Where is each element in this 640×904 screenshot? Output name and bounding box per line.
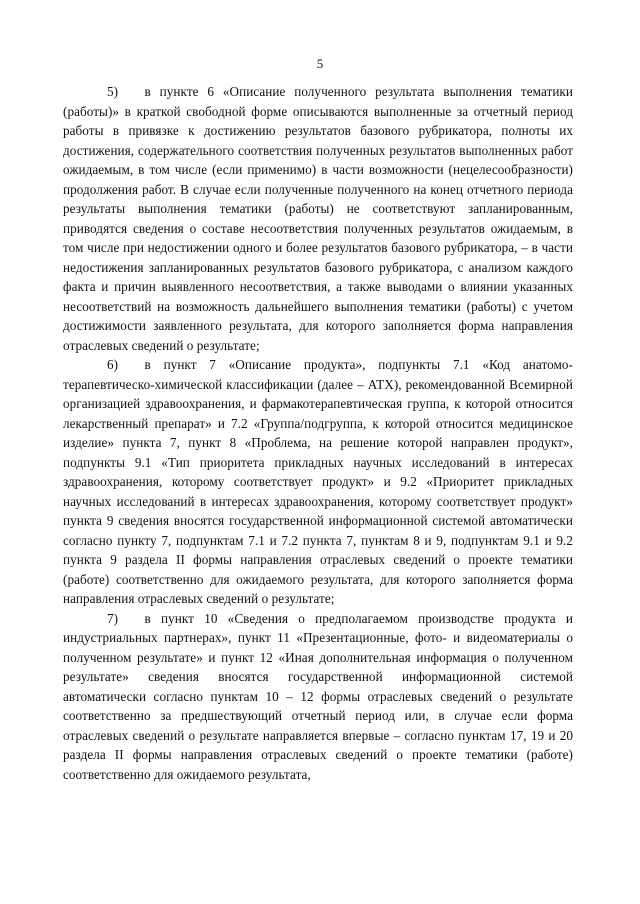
paragraph-item-6: 6) в пункт 7 «Описание продукта», подпункты 7.1 «Код анатомо-терапевтическо-химической классификации (далее – АТХ), рекомендованной Всемирной организацией здравоохранения, и фармакотерапевтическая группа, к которой относится лекарственный препарат» и 7.2 «Группа/подгруппа, к которой относится медицинское изделие» пункта 7, пункт 8 «Проблема, на решение которой направлен продукт», подпункты 9.1 «Тип приоритета прикладных научных исследований в интересах здравоохранения, которому соответствует продукт» и 9.2 «Приоритет прикладных научных исследований в интересах здравоохранения, которому соответствует продукт» пункта 9 сведения вносятся государственной информационной системой автоматически согласно пункту 7, подпунктам 7.1 и 7.2 пункта 7, пунктам 8 и 9, подпунктам 9.1 и 9.2 пункта 9 раздела II формы направления отраслевых сведений о проекте тематики (работе) соответственно для ожидаемого результата, для которого заполняется форма направления отраслевых сведений о результате; xyxy=(63,357,573,606)
document-body xyxy=(63,82,573,784)
page-number: 5 xyxy=(316,56,324,71)
paragraph-item-5: 5) в пункте 6 «Описание полученного результата выполнения тематики (работы)» в краткой свободной форме описываются выполненные за отчетный период работы в привязке к достижению результатов базового рубрикатора, полноты их достижения, содержательного соответствия полученных результатов выполненных работ ожидаемым, в том числе (если применимо) в части возможности (нецелесообразности) продолжения работ. В случае если полученные полученного на конец отчетного периода результаты выполнения тематики (работы) не соответствуют запланированным, приводятся сведения о составе несоответствия полученных результатов ожидаемым, в том числе при недостижении одного и более результатов базового рубрикатора, – в части недостижения запланированных результатов базового рубрикатора, с анализом каждого факта и причин выявленного несоответствия, а также выводами о влиянии указанных несоответствий на возможность дальнейшего выполнения тематики (работы) с учетом достижимости заявленного результата, для которого заполняется форма направления отраслевых сведений о результате; xyxy=(63,84,573,353)
paragraph-item-7: 7) в пункт 10 «Сведения о предполагаемом производстве продукта и индустриальных партнерах», пункт 11 «Презентационные, фото- и видеоматериалы о полученном результате» и пункт 12 «Иная дополнительная информация о полученном результате» сведения вносятся государственной информационной системой автоматически согласно пунктам 10 – 12 формы отраслевых сведений о результате соответственно за предшествующий отчетный период или, в случае если форма отраслевых сведений о результате направляется впервые – согласно пунктам 17, 19 и 20 раздела II формы направления отраслевых сведений о проекте тематики (работе) соответственно для ожидаемого результата, xyxy=(63,610,573,782)
